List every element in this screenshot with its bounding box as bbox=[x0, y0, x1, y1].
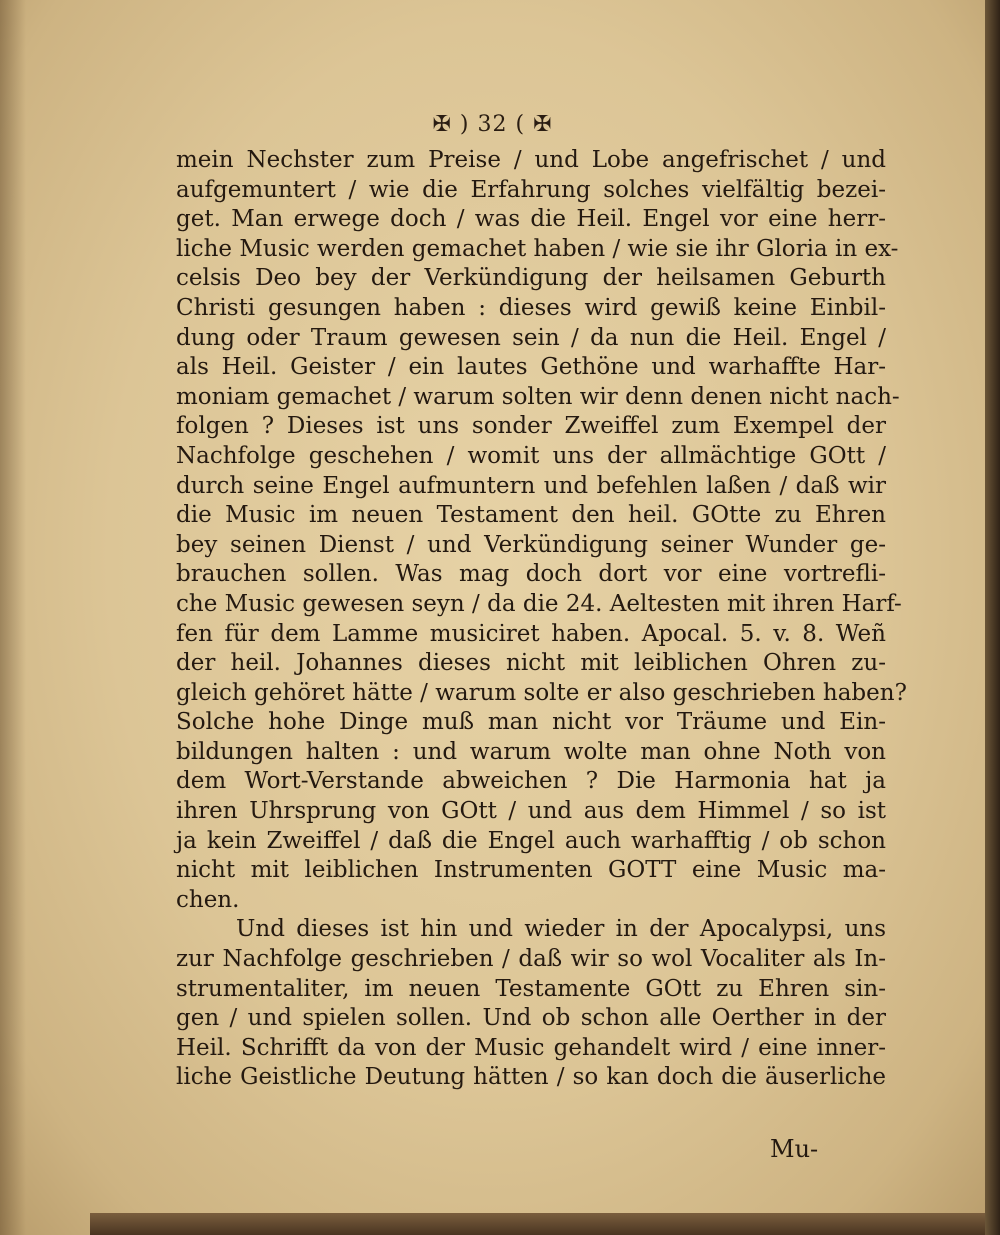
text-line: celsis Deo bey der Verkündigung der heilsamen Geburth bbox=[176, 265, 886, 292]
body-text bbox=[176, 146, 907, 1093]
text-line: che Music gewesen seyn / da die 24. Aeltesten mit ihren Harf- bbox=[176, 590, 902, 617]
page-edge bbox=[985, 0, 1000, 1235]
text-line: fen für dem Lamme musiciret haben. Apocal. 5. v. 8. Weñ bbox=[176, 620, 886, 647]
text-line: bey seinen Dienst / und Verkündigung seiner Wunder ge- bbox=[176, 531, 886, 558]
text-line: folgen ? Dieses ist uns sonder Zweiffel zum Exempel der bbox=[176, 413, 886, 440]
text-line: die Music im neuen Testament den heil. GOtte zu Ehren bbox=[176, 502, 886, 529]
page-bottom-edge bbox=[90, 1213, 985, 1235]
text-line: Solche hohe Dinge muß man nicht vor Träume und Ein- bbox=[176, 709, 886, 736]
text-line: moniam gemachet / warum solten wir denn denen nicht nach- bbox=[176, 383, 900, 410]
text-line: aufgemuntert / wie die Erfahrung solches vielfältig bezei- bbox=[176, 176, 886, 203]
text-line: Heil. Schrifft da von der Music gehandelt wird / eine inner- bbox=[176, 1034, 886, 1061]
text-line: brauchen sollen. Was mag doch dort vor eine vortrefli- bbox=[176, 561, 886, 588]
text-line: bildungen halten : und warum wolte man ohne Noth von bbox=[176, 738, 886, 765]
text-line: Christi gesungen haben : dieses wird gewiß keine Einbil- bbox=[176, 294, 886, 321]
text-line: get. Man erwege doch / was die Heil. Engel vor eine herr- bbox=[176, 206, 886, 233]
text-line: dung oder Traum gewesen sein / da nun die Heil. Engel / bbox=[176, 324, 886, 351]
catchword: Mu- bbox=[770, 1135, 819, 1163]
text-line: Und dieses ist hin und wieder in der Apocalypsi, uns bbox=[236, 916, 886, 943]
text-line: liche Geistliche Deutung hätten / so kan doch die äuserliche bbox=[176, 1064, 886, 1091]
text-line: der heil. Johannes dieses nicht mit leiblichen Ohren zu- bbox=[176, 650, 886, 677]
text-line: zur Nachfolge geschrieben / daß wir so wol Vocaliter als In- bbox=[176, 946, 886, 973]
text-line: gen / und spielen sollen. Und ob schon alle Oerther in der bbox=[176, 1005, 886, 1032]
text-line: mein Nechster zum Preise / und Lobe angefrischet / und bbox=[176, 147, 886, 173]
text-line: dem Wort-Verstande abweichen ? Die Harmonia hat ja bbox=[176, 768, 886, 795]
text-line: ja kein Zweiffel / daß die Engel auch warhafftig / ob schon bbox=[176, 827, 886, 854]
text-line: liche Music werden gemachet haben / wie sie ihr Gloria in ex- bbox=[176, 235, 899, 262]
text-line: gleich gehöret hätte / warum solte er also geschrieben haben? bbox=[176, 679, 907, 706]
text-line: strumentaliter, im neuen Testamente GOtt zu Ehren sin- bbox=[176, 975, 886, 1002]
text-line: durch seine Engel aufmuntern und befehlen laßen / daß wir bbox=[176, 472, 886, 499]
text-line: Nachfolge geschehen / womit uns der allmächtige GOtt / bbox=[176, 442, 886, 469]
page-header: ✠ ) 32 ( ✠ bbox=[432, 112, 553, 137]
text-line: nicht mit leiblichen Instrumenten GOTT eine Music ma- bbox=[176, 857, 886, 884]
text-line: ihren Uhrsprung von GOtt / und aus dem Himmel / so ist bbox=[176, 798, 886, 825]
text-line: als Heil. Geister / ein lautes Gethöne und warhaffte Har- bbox=[176, 354, 886, 381]
text-line: chen. bbox=[176, 886, 240, 913]
